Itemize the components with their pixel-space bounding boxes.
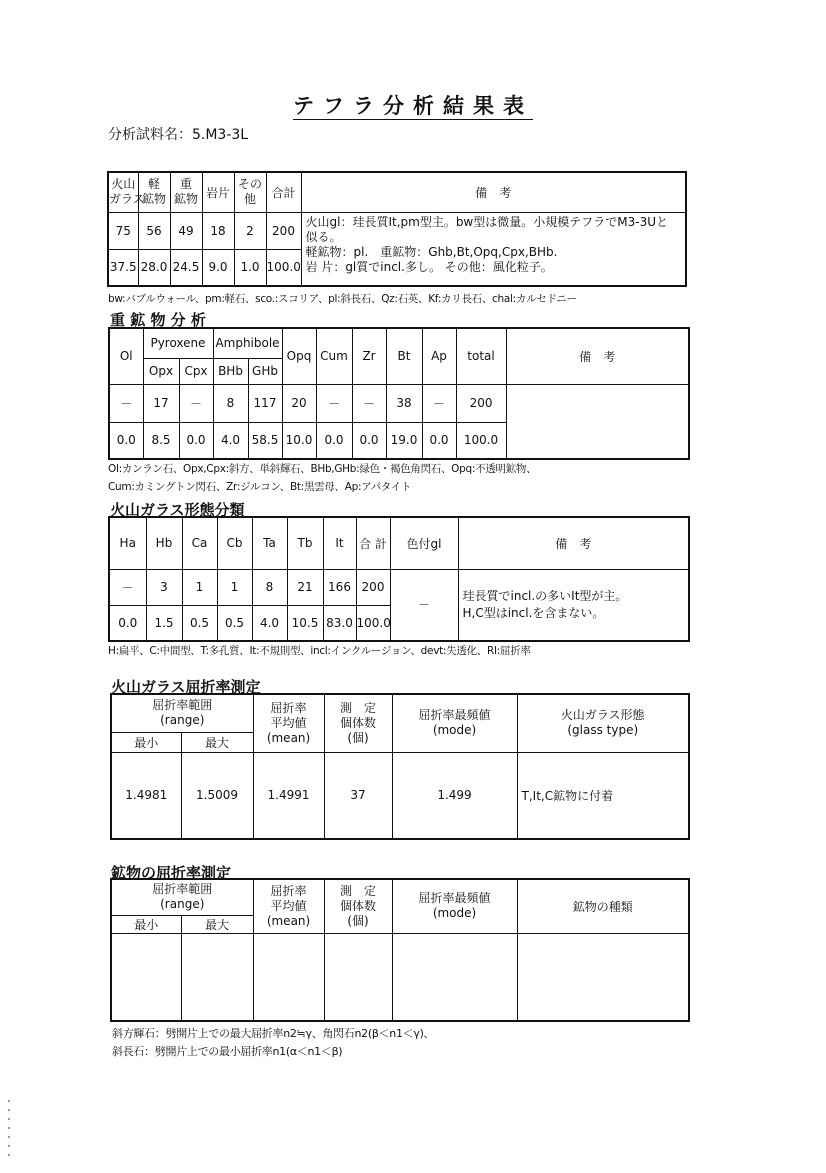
sample-name: 分析試料名：5.M3-3L bbox=[108, 127, 249, 143]
max-header: 最大 bbox=[181, 732, 253, 752]
glass-morphology-table bbox=[108, 516, 690, 642]
min-value bbox=[111, 933, 181, 1021]
percent-cell: 4.0 bbox=[252, 605, 287, 641]
percent-cell: 1.0 bbox=[234, 249, 266, 286]
header-cum: Cum bbox=[316, 328, 352, 384]
mean-value: 1.4991 bbox=[253, 752, 324, 839]
percent-cell: 0.5 bbox=[217, 605, 252, 641]
percent-cell: 10.5 bbox=[287, 605, 323, 641]
percent-cell: 100.0 bbox=[456, 422, 506, 459]
heavy-mineral-legend-1: Ol:カンラン石、Opx,Cpx:斜方、単斜輝石、BHb,GHb:緑色・褐色角閃石、Opq:不透明鉱物、 bbox=[108, 463, 537, 475]
min-header: 最小 bbox=[111, 915, 181, 933]
header-opq: Opq bbox=[282, 328, 316, 384]
glass-ri-table bbox=[110, 693, 690, 840]
header-line: 測 定 bbox=[340, 883, 377, 898]
count-cell: 1 bbox=[217, 569, 252, 605]
header-line: 屈折率 bbox=[270, 700, 307, 715]
header-total: 合 計 bbox=[356, 517, 390, 569]
header-line: (mode) bbox=[432, 906, 477, 921]
header-line: (range) bbox=[160, 897, 205, 912]
header-amphibole: Amphibole bbox=[213, 328, 282, 358]
header-tb: Tb bbox=[287, 517, 323, 569]
min-header: 最小 bbox=[111, 732, 181, 752]
header-line: 他 bbox=[243, 192, 256, 207]
header-other bbox=[234, 172, 266, 212]
header-opx: Opx bbox=[143, 358, 179, 384]
mode-header bbox=[392, 879, 517, 933]
mean-header bbox=[253, 879, 324, 933]
mode-value bbox=[392, 933, 517, 1021]
header-total: 合計 bbox=[266, 172, 301, 212]
percent-cell: 83.0 bbox=[323, 605, 356, 641]
mineral-kind-value bbox=[517, 933, 689, 1021]
percent-cell: 1.5 bbox=[146, 605, 182, 641]
heavy-mineral-table bbox=[108, 327, 690, 460]
mineral-ri-note-1: 斜方輝石：劈開片上での最大屈折率n2≒γ、角閃石n2(β＜n1＜γ)、 bbox=[112, 1027, 435, 1040]
document-title: テフラ分析結果表 bbox=[293, 94, 533, 118]
count-cell: 49 bbox=[170, 212, 202, 249]
percent-cell: 100.0 bbox=[356, 605, 390, 641]
glass-ri-heading: 火山ガラス屈折率測定 bbox=[111, 678, 261, 696]
remarks-cell bbox=[506, 384, 689, 459]
header-ap: Ap bbox=[422, 328, 456, 384]
percent-cell: 10.0 bbox=[282, 422, 316, 459]
count-cell: 56 bbox=[138, 212, 170, 249]
percent-cell: 100.0 bbox=[266, 249, 301, 286]
max-value: 1.5009 bbox=[181, 752, 253, 839]
count-value: 37 bbox=[324, 752, 392, 839]
count-cell: 8 bbox=[252, 569, 287, 605]
percent-cell: 8.5 bbox=[143, 422, 179, 459]
header-colored-glass: 色付gl bbox=[390, 517, 458, 569]
mode-value: 1.499 bbox=[392, 752, 517, 839]
header-line: (mean) bbox=[266, 730, 311, 745]
count-cell: 200 bbox=[356, 569, 390, 605]
header-line: 火山ガラス形態 bbox=[560, 708, 645, 723]
count-cell: 38 bbox=[386, 384, 422, 422]
heavy-mineral-heading: 重 鉱 物 分 析 bbox=[110, 311, 206, 329]
header-bt: Bt bbox=[386, 328, 422, 384]
mean-value bbox=[253, 933, 324, 1021]
header-line: 火山 bbox=[111, 177, 136, 192]
percent-cell: 0.0 bbox=[109, 605, 146, 641]
percent-cell: 4.0 bbox=[213, 422, 248, 459]
remarks-cell bbox=[458, 569, 689, 641]
percent-cell: 0.0 bbox=[109, 422, 143, 459]
count-cell: 200 bbox=[456, 384, 506, 422]
header-ghb: GHb bbox=[248, 358, 282, 384]
header-line: (glass type) bbox=[567, 723, 639, 738]
header-line: 平均値 bbox=[270, 715, 307, 730]
header-line: (mode) bbox=[432, 723, 477, 738]
header-total: total bbox=[456, 328, 506, 384]
max-header: 最大 bbox=[181, 915, 253, 933]
count-cell: 75 bbox=[108, 212, 138, 249]
min-value: 1.4981 bbox=[111, 752, 181, 839]
header-line: (mean) bbox=[266, 913, 311, 928]
header-hb: Hb bbox=[146, 517, 182, 569]
count-cell: － bbox=[352, 384, 386, 422]
header-line: (個) bbox=[347, 913, 369, 928]
count-value bbox=[324, 933, 392, 1021]
tephra-composition-table bbox=[107, 171, 687, 287]
remark-line: 岩 片：gl質でincl.多し。 その他：風化粒子。 bbox=[305, 259, 553, 274]
header-remarks: 備 考 bbox=[506, 328, 689, 384]
header-line: 重 bbox=[179, 177, 192, 192]
percent-cell: 28.0 bbox=[138, 249, 170, 286]
glass-morphology-heading: 火山ガラス形態分類 bbox=[110, 501, 245, 519]
header-it: It bbox=[323, 517, 356, 569]
count-header bbox=[324, 694, 392, 752]
header-light-minerals bbox=[138, 172, 170, 212]
count-cell: － bbox=[109, 384, 143, 422]
header-line: その bbox=[237, 177, 262, 192]
count-cell: 21 bbox=[287, 569, 323, 605]
header-cb: Cb bbox=[217, 517, 252, 569]
mean-header bbox=[253, 694, 324, 752]
count-cell: 117 bbox=[248, 384, 282, 422]
header-line: 屈折率範囲 bbox=[152, 882, 213, 897]
colored-glass-cell: － bbox=[390, 569, 458, 641]
header-line: ガラス bbox=[109, 192, 145, 207]
header-line: 平均値 bbox=[270, 898, 307, 913]
header-pyroxene: Pyroxene bbox=[143, 328, 213, 358]
mineral-ri-note-2: 斜長石：劈開片上での最小屈折率n1(α＜n1＜β) bbox=[112, 1045, 343, 1058]
count-cell: 18 bbox=[202, 212, 234, 249]
scan-edge-marks bbox=[8, 1100, 10, 1160]
count-cell: － bbox=[179, 384, 213, 422]
percent-cell: 0.0 bbox=[422, 422, 456, 459]
percent-cell: 58.5 bbox=[248, 422, 282, 459]
header-cpx: Cpx bbox=[179, 358, 213, 384]
header-bhb: BHb bbox=[213, 358, 248, 384]
glass-morphology-legend: H:扁平、C:中間型、T:多孔質、It:不規則型、incl:インクルージョン、devt:失透化、RI:屈折率 bbox=[108, 645, 531, 657]
header-line: 軽 bbox=[147, 177, 160, 192]
remark-line: 軽鉱物：pl. 重鉱物：Ghb,Bt,Opq,Cpx,BHb. bbox=[305, 244, 558, 259]
remarks-cell bbox=[301, 212, 686, 286]
percent-cell: 0.0 bbox=[316, 422, 352, 459]
header-line: 屈折率最頻値 bbox=[418, 891, 491, 906]
header-line: 個体数 bbox=[340, 715, 377, 730]
count-cell: 166 bbox=[323, 569, 356, 605]
count-cell: 2 bbox=[234, 212, 266, 249]
range-header bbox=[111, 694, 253, 732]
header-line: 鉱物 bbox=[141, 192, 166, 207]
header-line: 屈折率 bbox=[270, 883, 307, 898]
heavy-mineral-legend-2: Cum:カミングトン閃石、Zr:ジルコン、Bt:黒雲母、Ap:アパタイト bbox=[108, 481, 412, 493]
header-line: 個体数 bbox=[340, 898, 377, 913]
header-line: (range) bbox=[160, 713, 205, 728]
mode-header bbox=[392, 694, 517, 752]
range-header bbox=[111, 879, 253, 915]
remark-line: H,C型はincl.を含まない。 bbox=[462, 605, 605, 620]
count-header bbox=[324, 879, 392, 933]
count-cell: 3 bbox=[146, 569, 182, 605]
header-line: 鉱物 bbox=[173, 192, 198, 207]
header-ha: Ha bbox=[109, 517, 146, 569]
mineral-kind-header: 鉱物の種類 bbox=[517, 879, 689, 933]
header-ca: Ca bbox=[182, 517, 217, 569]
percent-cell: 0.0 bbox=[179, 422, 213, 459]
count-cell: 20 bbox=[282, 384, 316, 422]
glass-type-header bbox=[517, 694, 689, 752]
mineral-ri-heading: 鉱物の屈折率測定 bbox=[111, 864, 232, 882]
count-cell: 17 bbox=[143, 384, 179, 422]
composition-legend: bw:バブルウォール、pm:軽石、sco.:スコリア、pl:斜長石、Qz:石英、Kf:カリ長石、chal:カルセドニー bbox=[108, 293, 577, 305]
header-remarks: 備 考 bbox=[458, 517, 689, 569]
percent-cell: 9.0 bbox=[202, 249, 234, 286]
mineral-ri-table bbox=[110, 878, 690, 1022]
count-cell: 200 bbox=[266, 212, 301, 249]
percent-cell: 37.5 bbox=[108, 249, 138, 286]
count-cell: － bbox=[109, 569, 146, 605]
count-cell: 1 bbox=[182, 569, 217, 605]
header-remarks: 備 考 bbox=[301, 172, 686, 212]
header-line: 測 定 bbox=[340, 700, 377, 715]
count-cell: － bbox=[422, 384, 456, 422]
remark-line: 珪長質でincl.の多いIt型が主。 bbox=[462, 588, 628, 603]
count-cell: 8 bbox=[213, 384, 248, 422]
remark-line: 似る。 bbox=[305, 229, 342, 244]
header-heavy-minerals bbox=[170, 172, 202, 212]
max-value bbox=[181, 933, 253, 1021]
header-ol: Ol bbox=[109, 328, 143, 384]
header-line: 屈折率範囲 bbox=[152, 698, 213, 713]
header-zr: Zr bbox=[352, 328, 386, 384]
header-line: (個) bbox=[347, 730, 369, 745]
percent-cell: 0.0 bbox=[352, 422, 386, 459]
remark-line: 火山gl：珪長質It,pm型主。bw型は微量。小規模テフラでM3-3Uと bbox=[305, 214, 668, 229]
glass-type-value: T,It,C鉱物に付着 bbox=[517, 752, 689, 839]
header-line: 屈折率最頻値 bbox=[418, 708, 491, 723]
header-rock-fragments: 岩片 bbox=[202, 172, 234, 212]
header-ta: Ta bbox=[252, 517, 287, 569]
percent-cell: 0.5 bbox=[182, 605, 217, 641]
percent-cell: 24.5 bbox=[170, 249, 202, 286]
percent-cell: 19.0 bbox=[386, 422, 422, 459]
header-volcanic-glass bbox=[108, 172, 145, 212]
count-cell: － bbox=[316, 384, 352, 422]
